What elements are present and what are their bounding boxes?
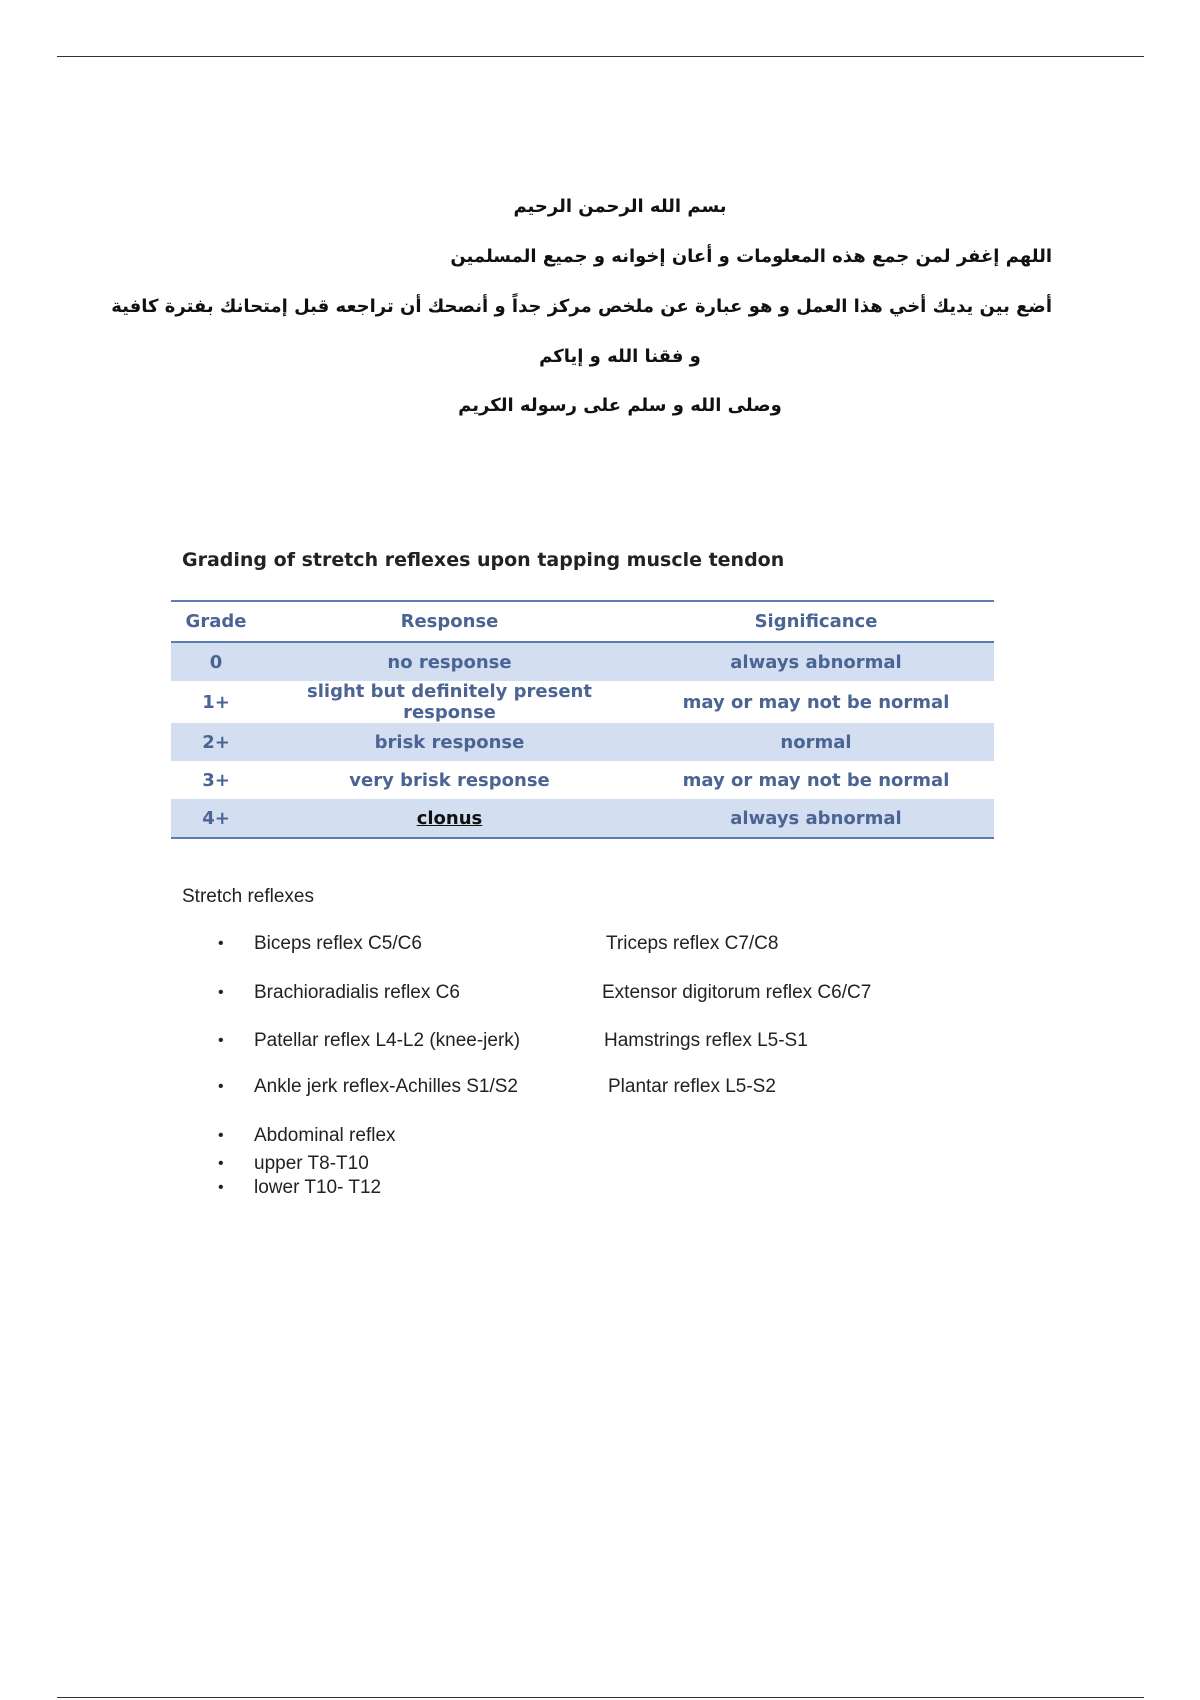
bullet-icon: •: [218, 1032, 224, 1049]
arabic-intro-line: أضع بين يديك أخي هذا العمل و هو عبارة عن ملخص مركز جداً و أنصحك أن تراجعه قبل إمتحانك بفترة كافية: [111, 296, 1052, 317]
significance-cell: always abnormal: [638, 642, 994, 681]
reflex-left: Ankle jerk reflex-Achilles S1/S2: [254, 1076, 518, 1097]
response-cell: no response: [261, 642, 638, 681]
reflex-right: Plantar reflex L5-S2: [608, 1076, 776, 1097]
list-item: [0, 1076, 1200, 1102]
bullet-icon: •: [218, 1127, 224, 1144]
reflex-right: Hamstrings reflex L5-S1: [604, 1030, 808, 1051]
footer-rule: [57, 1697, 1144, 1698]
arabic-basmala: بسم الله الرحمن الرحيم: [513, 196, 727, 217]
table-row: [171, 642, 994, 681]
arabic-prayer-line: اللهم إغفر لمن جمع هذه المعلومات و أعان إخوانه و جميع المسلمين: [450, 246, 1052, 267]
arabic-wish-line: و فقنا الله و إياكم: [539, 346, 701, 367]
list-item: [0, 1177, 1200, 1203]
stretch-reflexes-title: Stretch reflexes: [182, 886, 314, 907]
grade-cell: 4+: [171, 799, 261, 838]
clonus-text: clonus: [416, 807, 483, 829]
header-grade: Grade: [171, 601, 261, 642]
grading-table: [171, 600, 994, 839]
header-response: Response: [261, 601, 638, 642]
list-item: [0, 982, 1200, 1008]
reflex-left: Biceps reflex C5/C6: [254, 933, 422, 954]
table-row: [171, 799, 994, 838]
response-cell: brisk response: [261, 723, 638, 761]
table-header-row: [171, 601, 994, 642]
abdominal-reflex: Abdominal reflex: [254, 1125, 396, 1146]
abdominal-upper: upper T8-T10: [254, 1153, 369, 1174]
grade-cell: 3+: [202, 769, 230, 791]
reflex-right: Triceps reflex C7/C8: [606, 933, 779, 954]
significance-cell: may or may not be normal: [682, 769, 950, 791]
response-cell: very brisk response: [349, 769, 550, 791]
significance-cell: may or may not be normal: [682, 691, 950, 713]
bullet-icon: •: [218, 1179, 224, 1196]
response-cell: [261, 799, 638, 838]
bullet-icon: •: [218, 1078, 224, 1095]
header-rule: [57, 56, 1144, 57]
grade-cell: 0: [171, 642, 261, 681]
arabic-closing-line: وصلى الله و سلم على رسوله الكريم: [458, 395, 782, 416]
significance-cell: always abnormal: [638, 799, 994, 838]
list-item: [0, 933, 1200, 959]
table-row: [171, 761, 994, 799]
table-row: [171, 723, 994, 761]
bullet-icon: •: [218, 1155, 224, 1172]
abdominal-lower: lower T10- T12: [254, 1177, 382, 1198]
reflex-right: Extensor digitorum reflex C6/C7: [602, 982, 872, 1003]
response-cell: slight but definitely present response: [307, 681, 592, 723]
list-item: [0, 1153, 1200, 1179]
header-significance: Significance: [638, 601, 994, 642]
grading-table-title: Grading of stretch reflexes upon tapping muscle tendon: [182, 549, 785, 571]
significance-cell: normal: [638, 723, 994, 761]
bullet-icon: •: [218, 984, 224, 1001]
bullet-icon: •: [218, 935, 224, 952]
reflex-left: Brachioradialis reflex C6: [254, 982, 460, 1003]
list-item: [0, 1030, 1200, 1056]
grade-cell: 2+: [171, 723, 261, 761]
grade-cell: 1+: [202, 691, 230, 713]
list-item: [0, 1125, 1200, 1151]
table-row: [171, 681, 994, 723]
reflex-left: Patellar reflex L4-L2 (knee-jerk): [254, 1030, 521, 1051]
